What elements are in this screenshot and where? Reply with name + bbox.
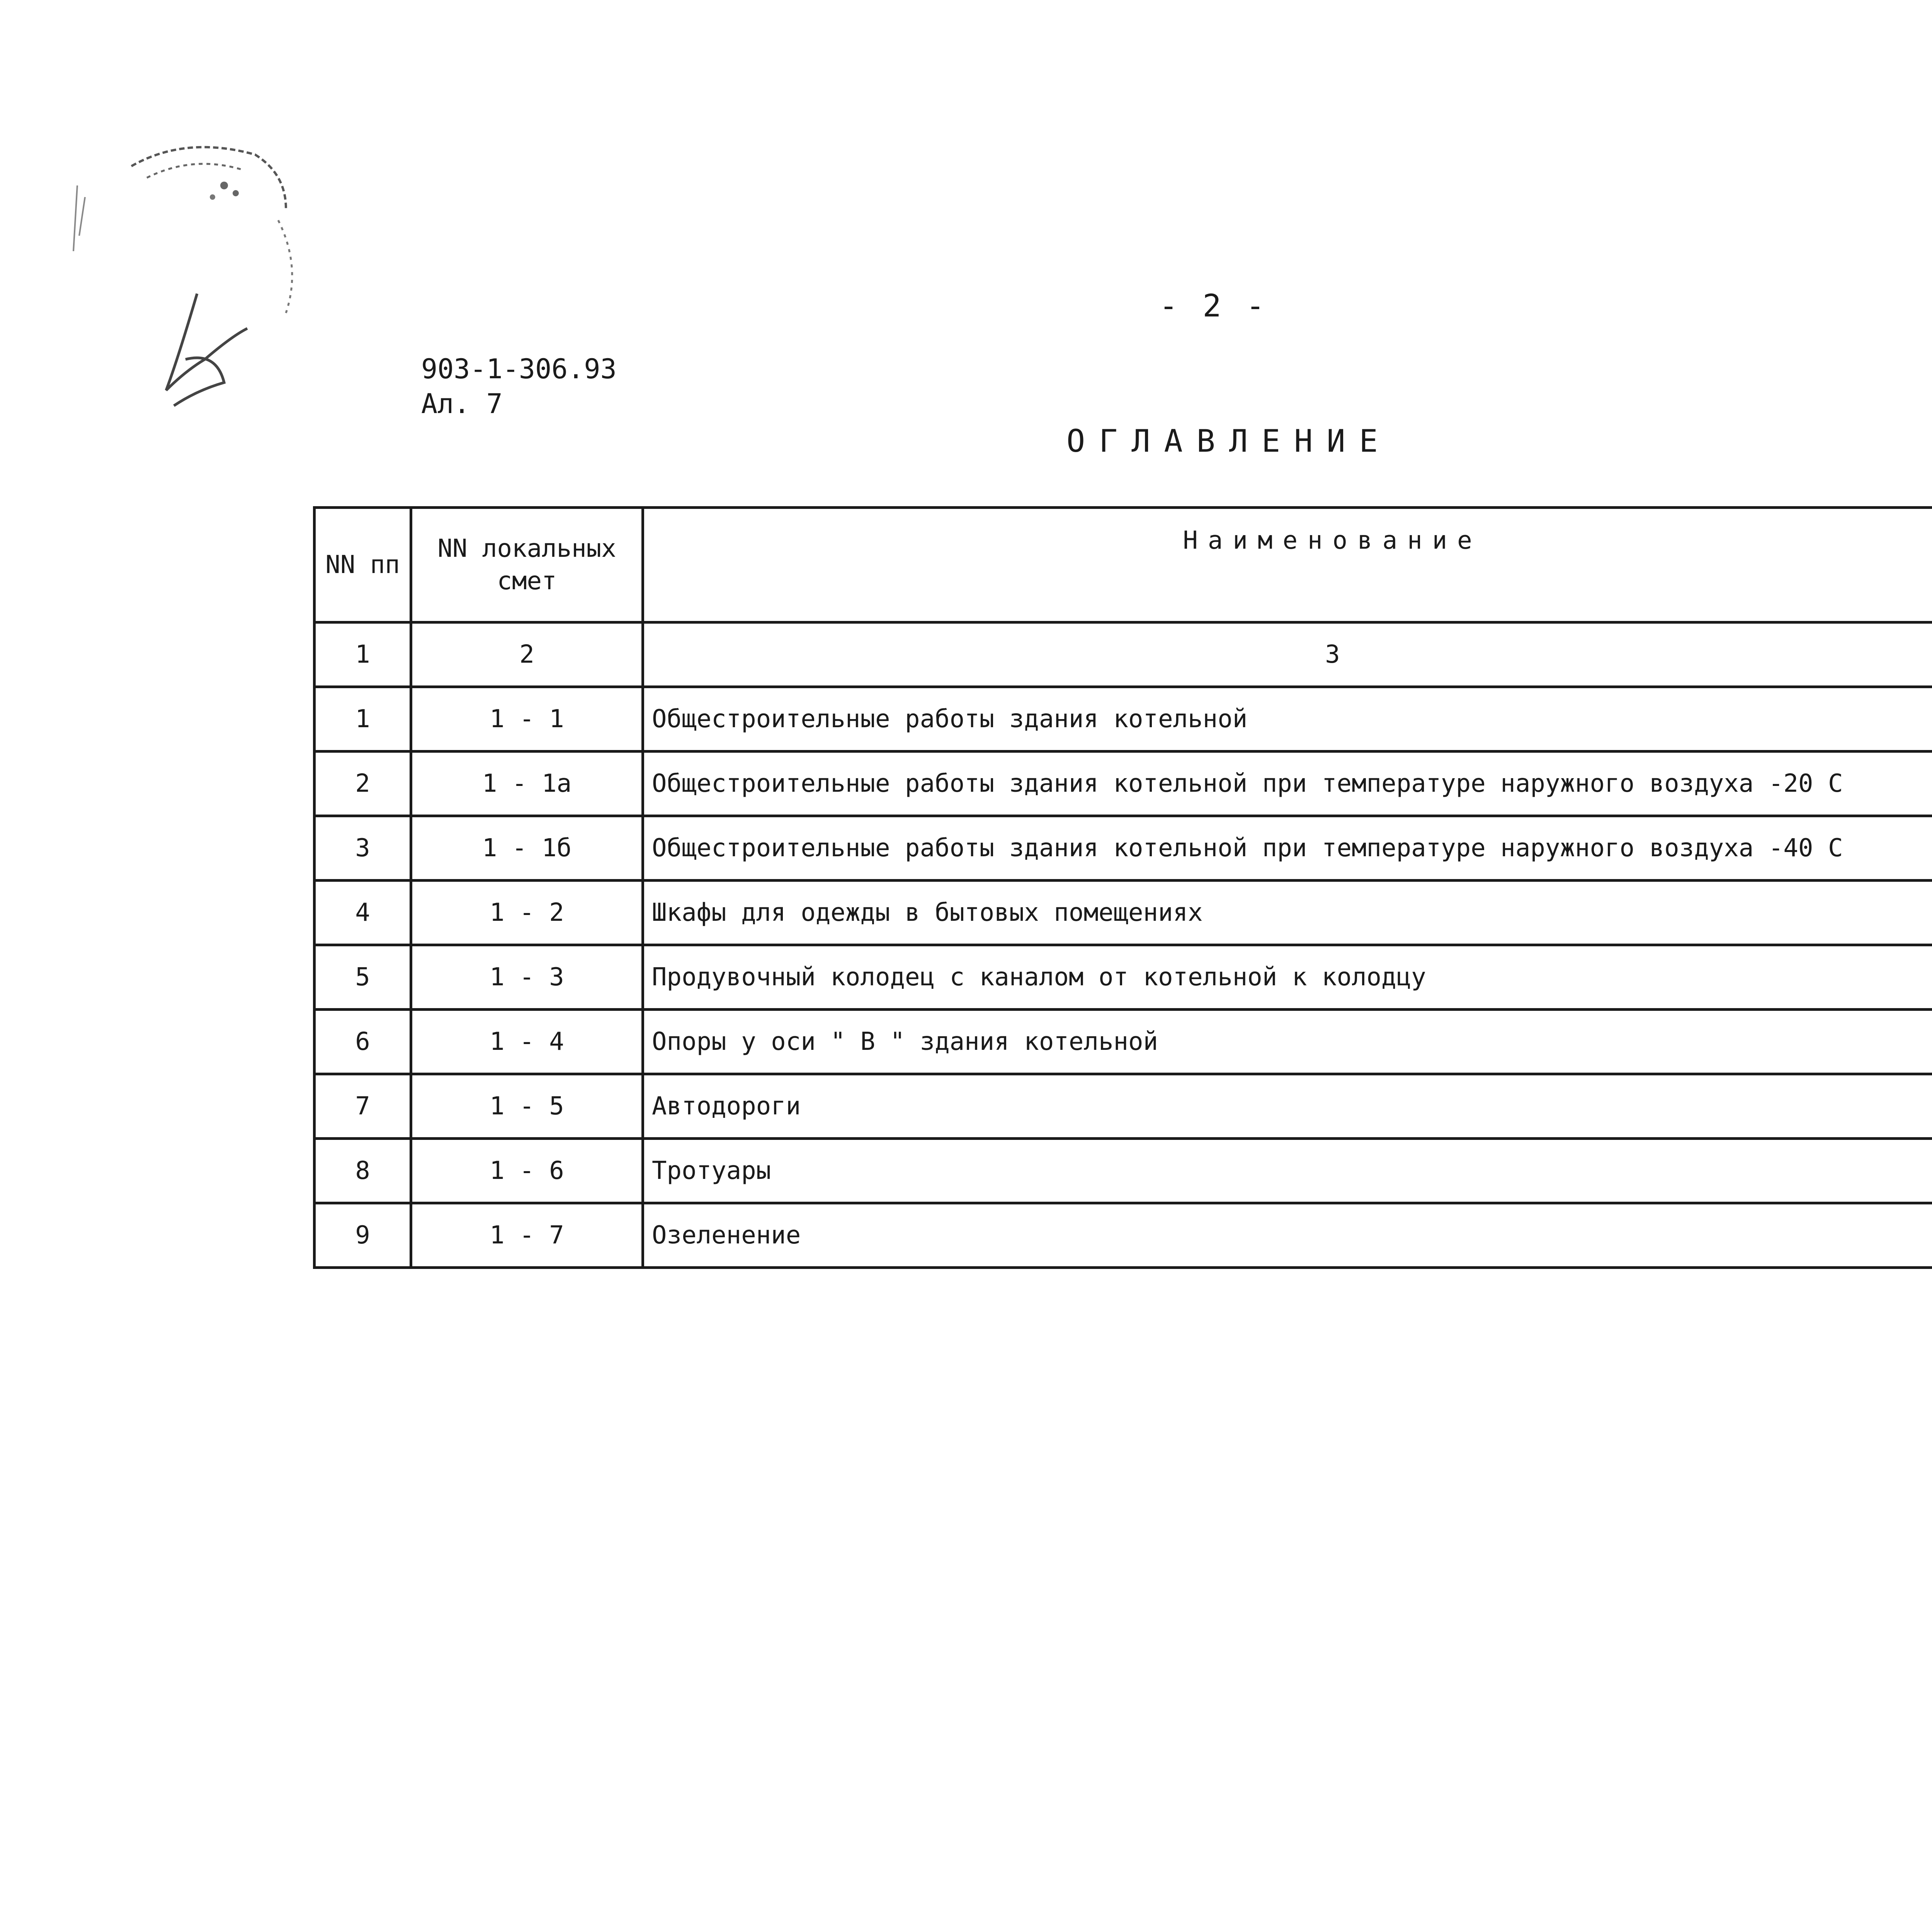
row-number: 5 xyxy=(315,945,411,1010)
header-name: Наименование xyxy=(643,508,1932,622)
signature-icon xyxy=(166,294,247,406)
estimate-number: 1 - 1а xyxy=(411,752,643,816)
table-row xyxy=(315,1074,1932,1139)
row-number: 7 xyxy=(315,1074,411,1139)
header-estimate-number: NN локальных смет xyxy=(411,508,643,622)
approval-stamp xyxy=(70,120,317,421)
estimate-number: 1 - 2 xyxy=(411,881,643,945)
section-name: Продувочный колодец с каналом от котельной к колодцу xyxy=(643,945,1932,1010)
section-name: Общестроительные работы здания котельной при температуре наружного воздуха -40 С xyxy=(643,816,1932,881)
row-number: 1 xyxy=(315,687,411,752)
estimate-number: 1 - 5 xyxy=(411,1074,643,1139)
document-code-number: 903-1-306.93 xyxy=(421,353,617,385)
estimate-number: 1 - 6 xyxy=(411,1139,643,1203)
document-code xyxy=(421,352,617,421)
estimate-number: 1 - 1б xyxy=(411,816,643,881)
row-number: 9 xyxy=(315,1203,411,1268)
table-header-row xyxy=(315,508,1932,622)
header-row-number: NN пп xyxy=(315,508,411,622)
section-name: Тротуары xyxy=(643,1139,1932,1203)
table-row xyxy=(315,816,1932,881)
estimate-number: 1 - 3 xyxy=(411,945,643,1010)
column-number: 3 xyxy=(643,622,1932,687)
row-number: 3 xyxy=(315,816,411,881)
section-name: Опоры у оси " В " здания котельной xyxy=(643,1010,1932,1074)
table-row xyxy=(315,687,1932,752)
row-number: 2 xyxy=(315,752,411,816)
column-number: 1 xyxy=(315,622,411,687)
column-number: 2 xyxy=(411,622,643,687)
estimate-number: 1 - 7 xyxy=(411,1203,643,1268)
section-name: Общестроительные работы здания котельной xyxy=(643,687,1932,752)
page-number: - 2 - xyxy=(1159,288,1268,324)
document-album: Ал. 7 xyxy=(421,388,503,420)
section-name: Общестроительные работы здания котельной при температуре наружного воздуха -20 С xyxy=(643,752,1932,816)
column-number-row xyxy=(315,622,1932,687)
row-number: 6 xyxy=(315,1010,411,1074)
table-row xyxy=(315,1139,1932,1203)
row-number: 4 xyxy=(315,881,411,945)
estimate-number: 1 - 4 xyxy=(411,1010,643,1074)
table-row xyxy=(315,752,1932,816)
table-row xyxy=(315,1010,1932,1074)
section-name: Озеленение xyxy=(643,1203,1932,1268)
page-title: ОГЛАВЛЕНИЕ xyxy=(1066,423,1392,459)
contents-table xyxy=(313,506,1932,1269)
section-name: Шкафы для одежды в бытовых помещениях xyxy=(643,881,1932,945)
table-row xyxy=(315,881,1932,945)
section-name: Автодороги xyxy=(643,1074,1932,1139)
table-row xyxy=(315,945,1932,1010)
estimate-number: 1 - 1 xyxy=(411,687,643,752)
table-row xyxy=(315,1203,1932,1268)
row-number: 8 xyxy=(315,1139,411,1203)
